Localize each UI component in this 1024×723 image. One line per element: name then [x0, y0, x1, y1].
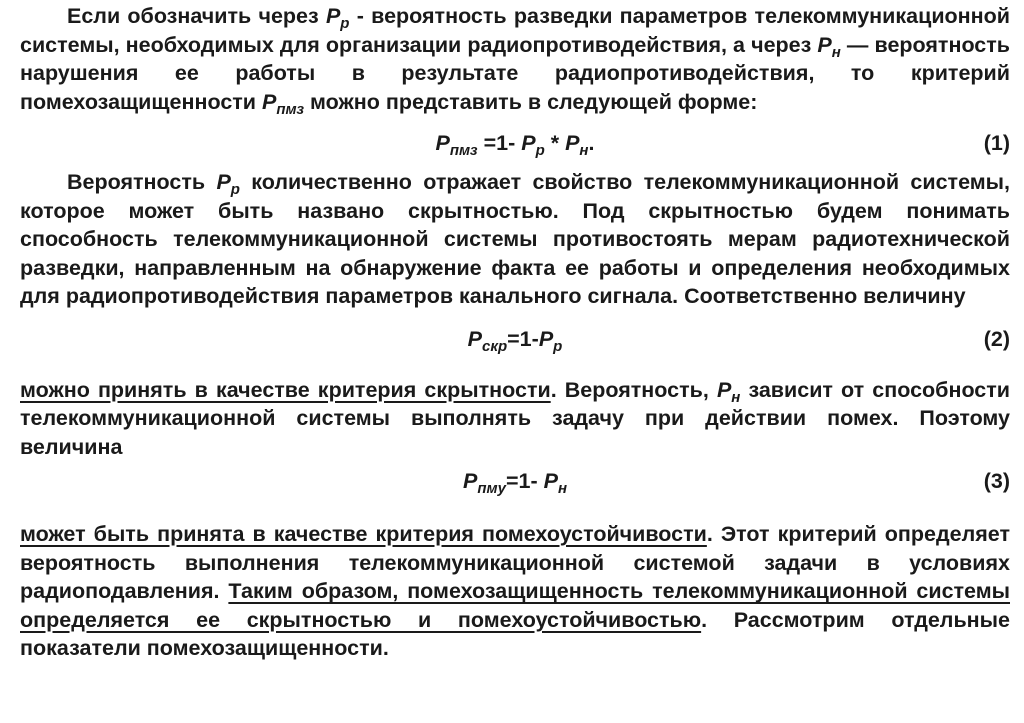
- symbol-p: P: [462, 469, 478, 494]
- formula-3: [20, 467, 1010, 496]
- subscript-n: н: [557, 480, 567, 498]
- subscript: [832, 44, 841, 61]
- text: зависит от способности телекоммуникационной системы выполнять задачу при действии помех. Поэтому величина: [20, 377, 1010, 459]
- text: можно представить в следующей форме:: [304, 89, 758, 114]
- subscript-n: н: [579, 142, 589, 160]
- subscript: [553, 338, 562, 355]
- subscript: [558, 480, 567, 497]
- underlined-text: можно принять в качестве критерия скрытности: [20, 377, 551, 402]
- operator: =1-: [507, 326, 539, 351]
- subscript: [477, 480, 506, 497]
- symbol-p: P: [262, 89, 277, 114]
- symbol-p: P: [538, 326, 554, 351]
- symbol-p: P: [325, 4, 341, 28]
- paragraph-probability: [20, 168, 1010, 311]
- formula-expression: [436, 129, 595, 158]
- symbol-p: P: [817, 32, 832, 57]
- operator: =1-: [477, 131, 522, 156]
- symbol-p: P: [467, 326, 483, 351]
- equation-number: (2): [983, 326, 1010, 351]
- paragraph-stealth: [20, 376, 1010, 462]
- text: . Вероятность,: [550, 377, 717, 402]
- period: .: [588, 131, 595, 156]
- subscript: [231, 181, 240, 198]
- symbol-p: P: [216, 169, 231, 194]
- subscript-pmz: пмз: [276, 100, 305, 118]
- equation-number: (3): [983, 469, 1010, 494]
- formula-expression: [468, 325, 563, 354]
- paragraph-noise-immunity: [20, 520, 1010, 663]
- equation-number: (1): [983, 131, 1010, 156]
- subscript: [276, 101, 304, 118]
- formula-2: [20, 325, 1010, 354]
- text: . Рассмотрим отдельные показатели помехозащищенности.: [20, 607, 1010, 661]
- underlined-text: может быть принята в качестве критерия помехоустойчивости: [20, 521, 707, 546]
- subscript: [536, 142, 545, 159]
- formula-expression: [463, 467, 567, 496]
- symbol-p: P: [435, 131, 450, 156]
- subscript-r: р: [340, 15, 350, 32]
- subscript-skr: скр: [482, 337, 508, 355]
- operator: =1-: [505, 469, 544, 494]
- text: — вероятность нарушения ее работы в результате радиопротиводействия, то критерий помехозащищенности: [20, 32, 1010, 114]
- text: . Этот критерий определяет вероятность выполнения телекоммуникационной системой задачи в условиях радиоподавления.: [20, 521, 1010, 604]
- symbol-p: P: [543, 469, 558, 494]
- subscript-r: р: [230, 180, 240, 198]
- symbol-p: P: [521, 131, 536, 156]
- subscript-n: н: [831, 43, 841, 61]
- formula-1: [20, 129, 1010, 158]
- subscript-pmu: пму: [477, 480, 506, 498]
- document-page: [20, 0, 1010, 663]
- subscript: [450, 142, 478, 159]
- symbol-p: P: [716, 377, 732, 402]
- text: Вероятность: [67, 169, 217, 194]
- subscript-r: р: [535, 142, 545, 160]
- paragraph-definition: [20, 2, 1010, 116]
- text: количественно отражает свойство телекоммуникационной системы, которое может быть названо скрытностью. Под скрытностью будем понимать способность телекоммуникационной системы противостоять мерам радиотехнической разведки, направленным на обнаружение факта ее работы и определения необходимых для радиопротиводействия параметров канального сигнала. Соответственно величину: [20, 169, 1010, 309]
- text: - вероятность разведки параметров телекоммуникационной системы, необходимых для организации радиопротиводействия, а через: [20, 4, 1010, 57]
- text: Если обозначить через: [67, 4, 326, 28]
- subscript-r: р: [553, 337, 563, 355]
- symbol-p: P: [565, 131, 580, 156]
- subscript-n: н: [731, 388, 741, 406]
- underlined-text: Таким образом, помехозащищенность телекоммуникационной системы определяется ее скрытностью и помехоустойчивостью: [20, 579, 1010, 632]
- operator: *: [544, 131, 566, 156]
- subscript-pmz: пмз: [449, 142, 478, 160]
- subscript: [482, 338, 507, 355]
- subscript: [731, 389, 740, 406]
